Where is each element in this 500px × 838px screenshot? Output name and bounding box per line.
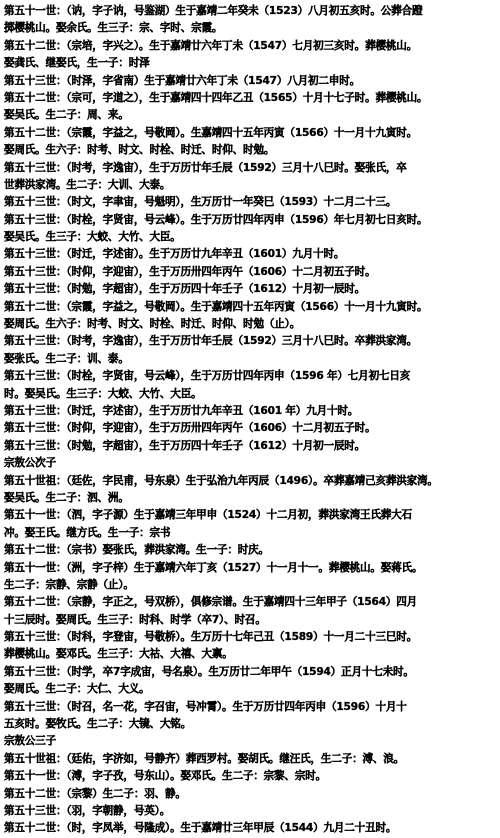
text-line: 第五十三世：（时勉，字超宙），生于万历四十年壬子（1612）十月初一辰时。 [4, 439, 366, 452]
text-line: 第五十三世：（时迁，字述宙）。生于万历廿九年辛丑（1601）九月十时。 [4, 248, 345, 261]
text-line: 第五十三世：（时考，字逸宙），生于万历廿年壬辰（1592）三月十八巳时。娶张氏，卒 [4, 161, 407, 174]
text-line: 第五十二世：（宗黎）生二子：羽、静。 [4, 787, 186, 800]
text-line: 娶吴氏。生二子：周、来。 [4, 109, 129, 122]
text-line: 第五十二世：（宗可，字道之），生于嘉靖四十四年乙丑（1565）十月十七子时。葬樱桃山。 [4, 91, 428, 104]
text-line: 世葬洪家湾。生二子：大训、大泰。 [4, 178, 171, 191]
text-line: 第五十三世：（时栓，字贤宙，号云峰）。生于万历廿四年丙申（1596）年七月初七日亥时。 [4, 213, 428, 226]
text-line: 第五十一世：（溥，字子孜，号东山）。娶邓氏。生二子：宗黎、宗时。 [4, 770, 326, 783]
text-line: 第五十三世：（羽，字朝静，号英）。 [4, 804, 171, 817]
text-line: 第五十三世：（时仰，字迎宙），生于万历卅四年丙午（1606）十二月初五子时。 [4, 422, 376, 435]
text-line: 第五十二世：（宗霞，字益之，号敬岡）。生嘉靖四十五年丙寅（1566）十一月十九寅时。 [4, 126, 418, 139]
text-line: 第五十三世：（时文，字聿宙，号魁明），生万历廿一年癸巳（1593）十二月二十三。 [4, 196, 397, 209]
text-line: 娶张氏。生二子：训、泰。 [4, 352, 129, 365]
text-line: 十三辰时。娶周氏。生三子：时科、时学（卒7）、时召。 [4, 613, 266, 626]
text-line: 第五十三世：（时勉，字超宙），生于万历四十年壬子（1612）十月初一辰时。 [4, 283, 366, 296]
text-line: 第五十三世：（时泽，字省南）生于嘉靖廿六年丁未（1547）八月初二申时。 [4, 74, 360, 87]
text-line: 冲。娶王氏。继方氏。生一子：宗书 [4, 526, 171, 539]
text-line: 第五十三世：（时仰，字迎宙），生于万历卅四年丙午（1606）十二月初五子时。 [4, 265, 376, 278]
section-heading: 宗敖公三子 [4, 735, 56, 748]
text-line: 娶周氏。生二子：大仁、大义。 [4, 683, 150, 696]
text-line: 第五十一世：（讷，字子讷，号鉴湖）生于嘉靖二年癸未（1523）八月初五亥时。公葬合蹬 [4, 5, 423, 17]
text-line: 葬樱桃山。娶邓氏。生三子：大祜、大禧、大禀。 [4, 648, 233, 661]
text-line: 第五十二世：（宗霞，字益之，号敬岡）。生于嘉靖四十五年丙寅（1566）十一月十九寅时。 [4, 300, 428, 313]
text-line: 娶龚氏、继娶氏，生一子：时泽 [4, 57, 150, 70]
section-heading: 宗敖公次子 [4, 457, 56, 470]
text-line: 娶吴氏。生三子：大蛟、大竹、大臣。 [4, 231, 181, 244]
text-line: 第五十二世：（宗静，字正之，号双桥），俱修宗谱。生于嘉靖四十三年甲子（1564）四月 [4, 596, 418, 609]
text-line: 第五十三世：（时召，名一花，字召宙，号冲霄）。生于万历廿四年丙申（1596）十月十 [4, 700, 407, 713]
text-line: 娶周氏。生六子：时考、时文、时栓、时迁、时仰、时勉。 [4, 144, 275, 157]
text-line: 第五十三世：（时栓，字贤宙，号云峰），生于万历廿四年丙申（1596 年）七月初七日亥 [4, 370, 411, 383]
text-line: 第五十二世：（宗书）娶张氏，葬洪家湾。生一子：时庆。 [4, 544, 269, 557]
text-line: 娶周氏。生六子：时考、时文、时栓、时迁、时仰、时勉（止）。 [4, 318, 301, 331]
text-line: 第五十二世：（宗培，字兴之）。生于嘉靖廿六年丁未（1547）七月初三亥时。葬樱桃山。 [4, 39, 418, 52]
text-line: 时。娶吴氏。生三子：大蛟、大竹、大臣。 [4, 387, 202, 400]
text-line: 第五十三世：（时迁，字述宙），生于万历廿九年辛丑（1601 年）九月十时。 [4, 404, 359, 417]
text-line: 五亥时。娶牧氏。生二子：大镜、大铭。 [4, 718, 192, 731]
text-line: 第五十二世：（时，字凤举，号隆成）。生于嘉靖廿三年甲辰（1544）九月二十丑时。 [4, 822, 397, 835]
text-line: 第五十一世：（洲，字子梓）生于嘉靖六年丁亥（1527）十一月十一。葬樱桃山。娶蒋氏。 [4, 561, 423, 574]
text-line: 掷樱桃山。娶余氏。生三子：宗、字时、宗霞。 [4, 22, 223, 35]
text-line: 第五十三世：（时科，字登宙，号敬桥）。生万历十七年己丑（1589）十一月二十三巳时。 [4, 631, 418, 644]
text-line: 第五十三世：（时考，字逸宙），生于万历廿年壬辰（1592）三月十八巳时。卒葬洪家湾。 [4, 335, 418, 348]
text-line: 第五十三世：（时学，卒7字成宙，号名泉）。生万历廿二年甲午（1594）正月十七未时。 [4, 665, 414, 678]
text-line: 娶吴氏。生二子：泗、洲。 [4, 491, 129, 504]
text-line: 生二子：宗静、宗静（止）。 [4, 578, 134, 591]
text-line: 第五十世祖：（廷佑，字济如，号静齐）葬西罗村。娶胡氏。继汪氏，生二子：溥、浪。 [4, 752, 405, 765]
text-line: 第五十一世：（泗，字子源）生于嘉靖三年甲申（1524）十二月初，葬洪家湾王氏葬大石 [4, 509, 412, 522]
text-line: 第五十世祖：（廷佐，字民甫，号东泉）生于弘治九年丙辰（1496）。卒葬嘉靖己亥葬洪家湾。 [4, 474, 438, 487]
